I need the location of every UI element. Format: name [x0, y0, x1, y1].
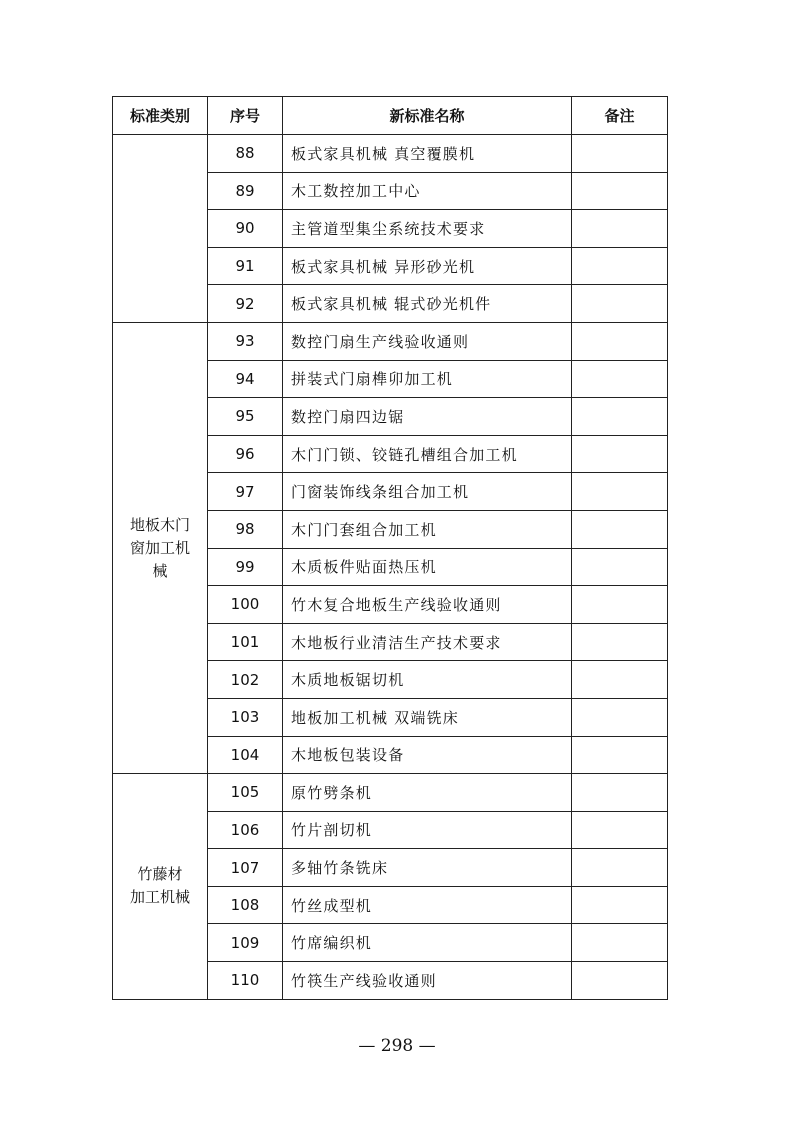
standard-name-cell: 木门门锁、铰链孔槽组合加工机 — [283, 435, 572, 473]
serial-number-cell: 101 — [208, 623, 283, 661]
standard-name-cell: 数控门扇生产线验收通则 — [283, 322, 572, 360]
note-cell — [572, 774, 668, 812]
serial-number-cell: 90 — [208, 210, 283, 248]
category-label-line: 加工机械 — [129, 888, 190, 907]
serial-number-cell: 88 — [208, 135, 283, 173]
category-label-line: 竹藤材 — [137, 865, 183, 884]
serial-number-cell: 102 — [208, 661, 283, 699]
note-cell — [572, 661, 668, 699]
serial-number-cell: 93 — [208, 322, 283, 360]
table-body — [113, 135, 668, 1000]
standard-name-cell: 板式家具机械 真空覆膜机 — [283, 135, 572, 173]
note-cell — [572, 435, 668, 473]
note-cell — [572, 210, 668, 248]
serial-number-cell: 106 — [208, 811, 283, 849]
standard-name-cell: 竹木复合地板生产线验收通则 — [283, 586, 572, 624]
note-cell — [572, 962, 668, 1000]
standard-name-cell: 木地板行业清洁生产技术要求 — [283, 623, 572, 661]
note-cell — [572, 398, 668, 436]
serial-number-cell: 100 — [208, 586, 283, 624]
category-cell — [113, 322, 208, 773]
standard-name-cell: 板式家具机械 异形砂光机 — [283, 247, 572, 285]
header-note: 备注 — [572, 97, 668, 135]
table-header — [113, 97, 668, 135]
standard-name-cell: 板式家具机械 辊式砂光机件 — [283, 285, 572, 323]
category-label-line: 械 — [152, 561, 168, 580]
standard-name-cell: 木质地板锯切机 — [283, 661, 572, 699]
standard-name-cell: 木工数控加工中心 — [283, 172, 572, 210]
header-category: 标准类别 — [113, 97, 208, 135]
standard-name-cell: 数控门扇四边锯 — [283, 398, 572, 436]
header-number: 序号 — [208, 97, 283, 135]
serial-number-cell: 110 — [208, 962, 283, 1000]
note-cell — [572, 548, 668, 586]
serial-number-cell: 104 — [208, 736, 283, 774]
note-cell — [572, 586, 668, 624]
note-cell — [572, 172, 668, 210]
serial-number-cell: 91 — [208, 247, 283, 285]
serial-number-cell: 96 — [208, 435, 283, 473]
serial-number-cell: 94 — [208, 360, 283, 398]
page-number: — 298 — — [358, 1036, 436, 1056]
standard-name-cell: 门窗装饰线条组合加工机 — [283, 473, 572, 511]
note-cell — [572, 322, 668, 360]
serial-number-cell: 105 — [208, 774, 283, 812]
note-cell — [572, 698, 668, 736]
serial-number-cell: 92 — [208, 285, 283, 323]
note-cell — [572, 736, 668, 774]
table-row — [113, 135, 668, 173]
standard-name-cell: 地板加工机械 双端铣床 — [283, 698, 572, 736]
category-label-line: 地板木门 — [129, 515, 190, 534]
table-row — [113, 322, 668, 360]
standard-name-cell: 主管道型集尘系统技术要求 — [283, 210, 572, 248]
serial-number-cell: 99 — [208, 548, 283, 586]
standard-name-cell: 木质板件贴面热压机 — [283, 548, 572, 586]
header-row — [113, 97, 668, 135]
note-cell — [572, 886, 668, 924]
serial-number-cell: 108 — [208, 886, 283, 924]
category-cell — [113, 135, 208, 323]
standard-name-cell: 木门门套组合加工机 — [283, 510, 572, 548]
standard-name-cell: 原竹劈条机 — [283, 774, 572, 812]
serial-number-cell: 103 — [208, 698, 283, 736]
serial-number-cell: 109 — [208, 924, 283, 962]
note-cell — [572, 360, 668, 398]
category-label-line: 窗加工机 — [129, 538, 190, 557]
note-cell — [572, 924, 668, 962]
serial-number-cell: 98 — [208, 510, 283, 548]
note-cell — [572, 623, 668, 661]
serial-number-cell: 107 — [208, 849, 283, 887]
serial-number-cell: 97 — [208, 473, 283, 511]
note-cell — [572, 473, 668, 511]
note-cell — [572, 285, 668, 323]
standard-name-cell: 竹片剖切机 — [283, 811, 572, 849]
standard-name-cell: 竹席编织机 — [283, 924, 572, 962]
note-cell — [572, 849, 668, 887]
note-cell — [572, 510, 668, 548]
standard-name-cell: 多轴竹条铣床 — [283, 849, 572, 887]
table-row — [113, 774, 668, 812]
note-cell — [572, 135, 668, 173]
note-cell — [572, 811, 668, 849]
standard-name-cell: 拼装式门扇榫卯加工机 — [283, 360, 572, 398]
category-cell — [113, 774, 208, 1000]
serial-number-cell: 89 — [208, 172, 283, 210]
standard-name-cell: 竹筷生产线验收通则 — [283, 962, 572, 1000]
note-cell — [572, 247, 668, 285]
standards-table — [112, 96, 668, 1000]
standard-name-cell: 竹丝成型机 — [283, 886, 572, 924]
header-name: 新标准名称 — [283, 97, 572, 135]
serial-number-cell: 95 — [208, 398, 283, 436]
standard-name-cell: 木地板包装设备 — [283, 736, 572, 774]
